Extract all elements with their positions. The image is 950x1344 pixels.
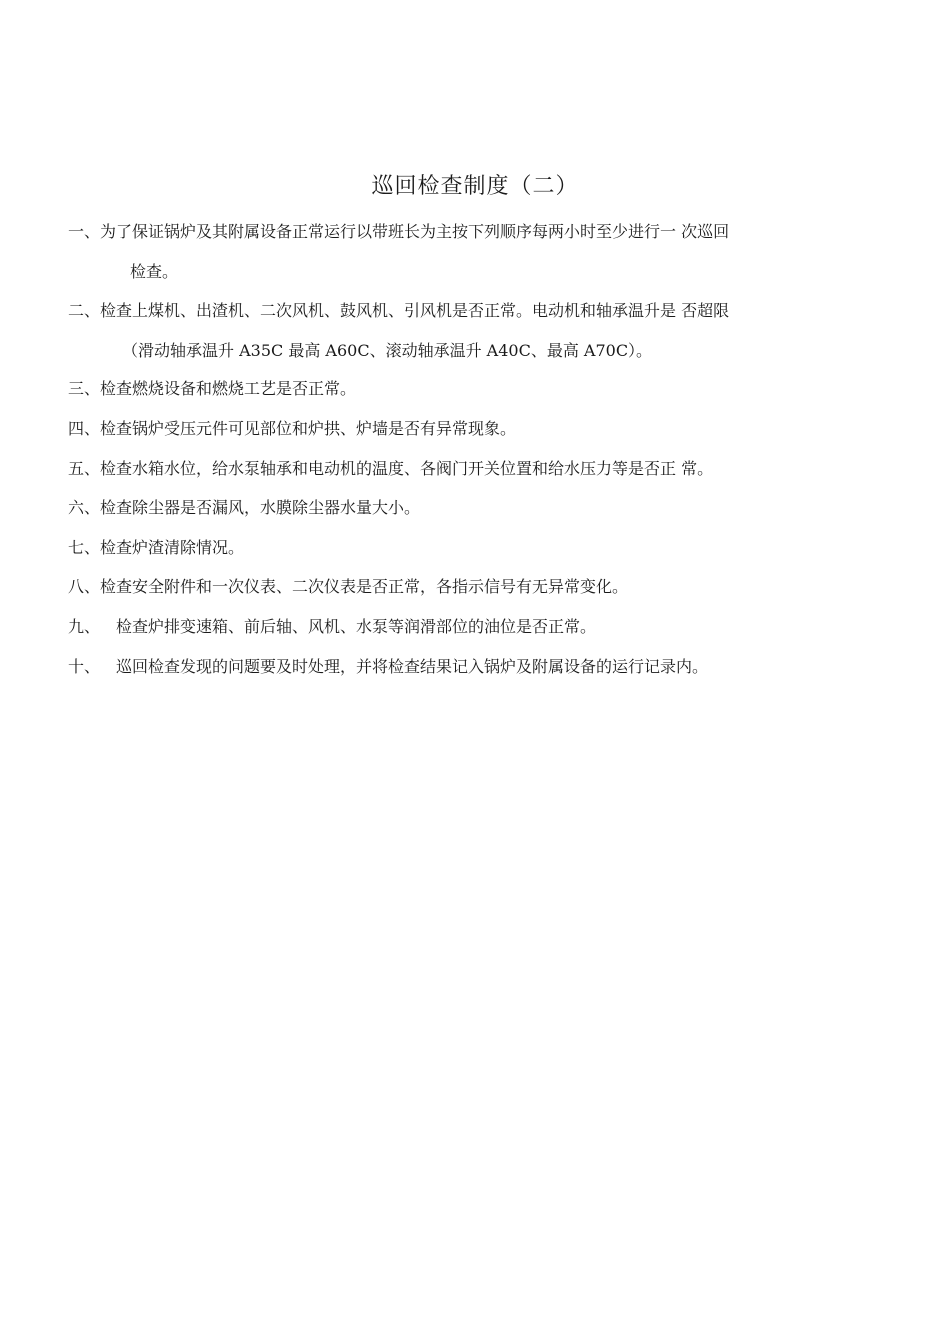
item-number: 九、 bbox=[68, 617, 101, 636]
item-number: 一、 bbox=[68, 222, 101, 241]
item-number: 六、 bbox=[68, 498, 101, 517]
item-text: 检查炉排变速箱、前后轴、风机、水泵等润滑部位的油位是否正常。 bbox=[116, 617, 597, 636]
item-continuation: （滑动轴承温升 A35C 最高 A60C、滚动轴承温升 A40C、最高 A70C）。 bbox=[122, 341, 653, 360]
item-number: 三、 bbox=[68, 379, 101, 398]
item-text: 为了保证锅炉及其附属设备正常运行以带班长为主按下列顺序每两小时至少进行一 次巡回 bbox=[100, 222, 730, 241]
item-text: 巡回检查发现的问题要及时处理，并将检查结果记入锅炉及附属设备的运行记录内。 bbox=[116, 657, 709, 676]
item-text: 检查燃烧设备和燃烧工艺是否正常。 bbox=[100, 379, 357, 398]
item-number: 四、 bbox=[68, 419, 101, 438]
list-item-2 bbox=[68, 301, 868, 321]
item-number: 八、 bbox=[68, 577, 101, 596]
item-text: 检查炉渣清除情况。 bbox=[100, 538, 245, 557]
list-item-5 bbox=[68, 459, 868, 479]
list-item-1 bbox=[68, 222, 868, 242]
item-number: 五、 bbox=[68, 459, 101, 478]
list-item-7 bbox=[68, 538, 868, 558]
item-number: 二、 bbox=[68, 301, 101, 320]
list-item-10 bbox=[68, 657, 868, 677]
item-text: 检查水箱水位，给水泵轴承和电动机的温度、各阀门开关位置和给水压力等是否正 常。 bbox=[100, 459, 714, 478]
item-text: 检查安全附件和一次仪表、二次仪表是否正常，各指示信号有无异常变化。 bbox=[100, 577, 629, 596]
item-text: 检查锅炉受压元件可见部位和炉拱、炉墙是否有异常现象。 bbox=[100, 419, 517, 438]
item-number: 七、 bbox=[68, 538, 101, 557]
list-item-3 bbox=[68, 379, 868, 399]
list-item-6 bbox=[68, 498, 868, 518]
document-title: 巡回检查制度（二） bbox=[371, 174, 579, 199]
item-text: 检查除尘器是否漏风，水膜除尘器水量大小。 bbox=[100, 498, 421, 517]
list-item-8 bbox=[68, 577, 868, 597]
list-item-4 bbox=[68, 419, 868, 439]
item-number: 十、 bbox=[68, 657, 101, 676]
item-continuation: 检查。 bbox=[130, 262, 179, 281]
item-text: 检查上煤机、出渣机、二次风机、鼓风机、引风机是否正常。电动机和轴承温升是 否超限 bbox=[100, 301, 730, 320]
list-item-9 bbox=[68, 617, 868, 637]
